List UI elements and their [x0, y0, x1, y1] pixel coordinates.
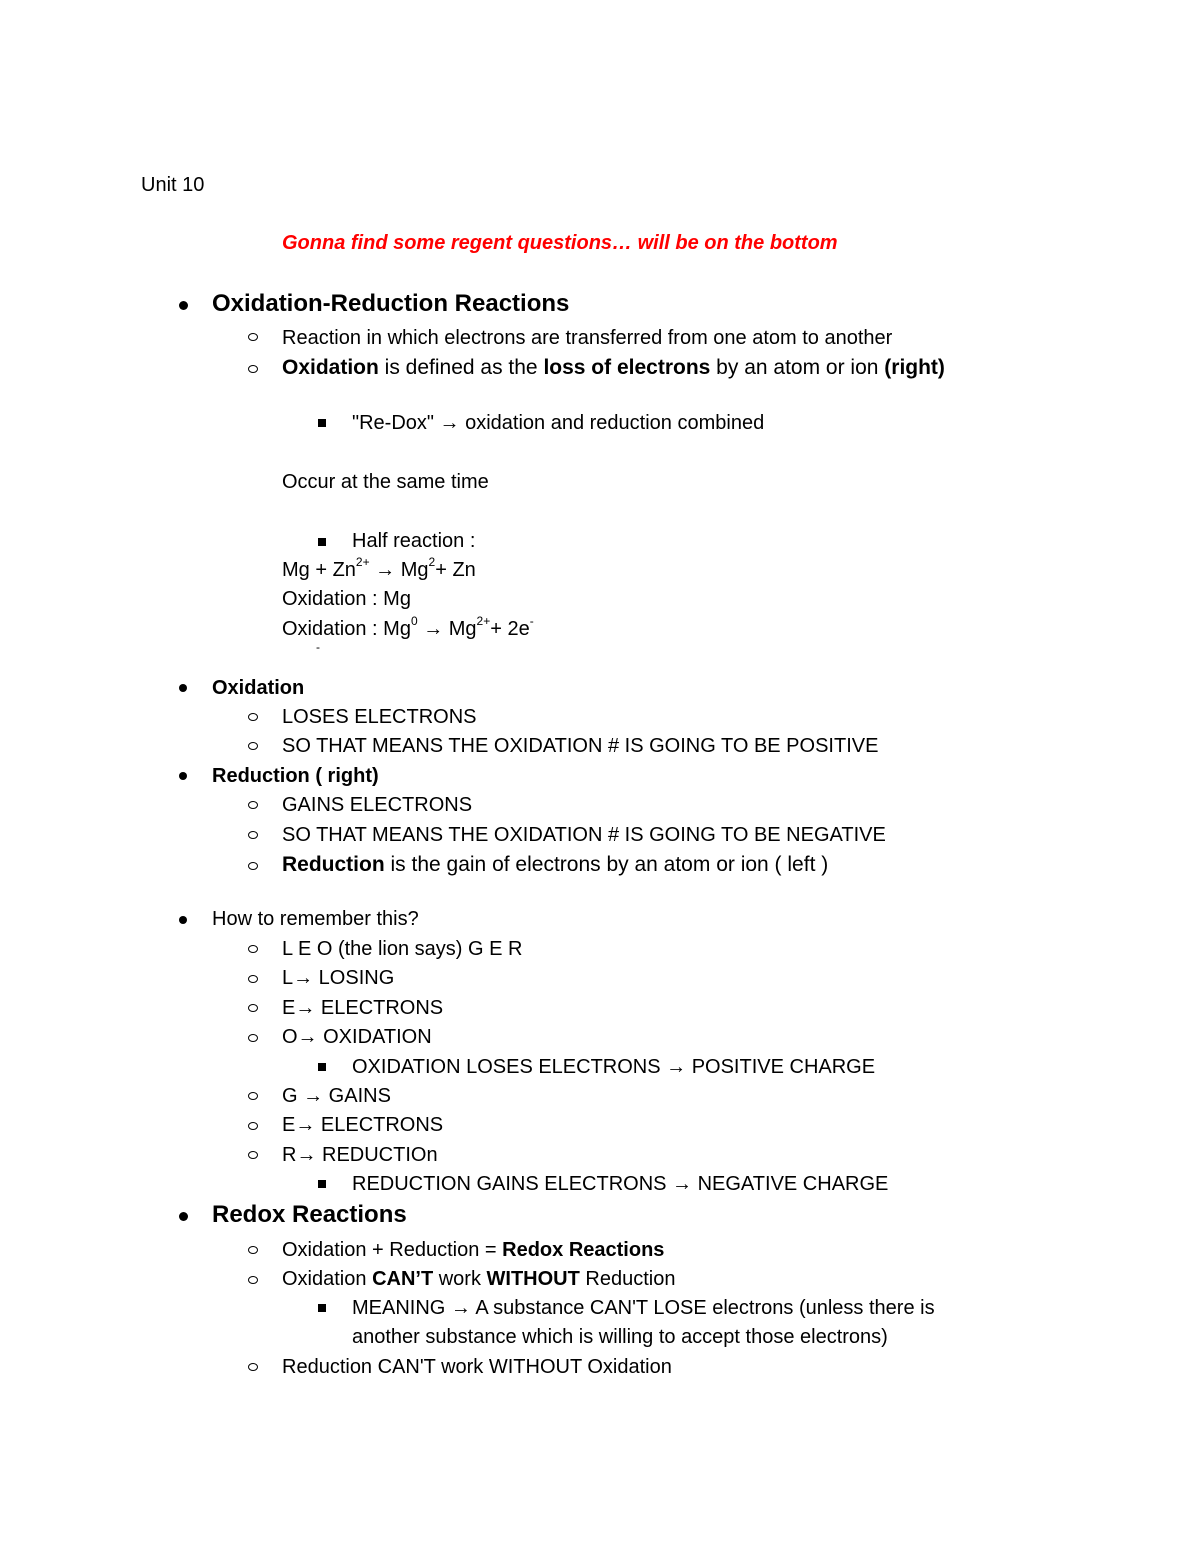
list-item: OXIDATION LOSES ELECTRONS → POSITIVE CHARGE [352, 1056, 876, 1078]
bullet-circle [248, 1092, 258, 1100]
section-heading-redox-reactions: Redox Reactions [212, 1201, 407, 1228]
bullet-square [318, 1304, 326, 1312]
bullet-disc [179, 772, 187, 780]
list-item: "Re-Dox" → oxidation and reduction combined [352, 412, 765, 434]
text: is the gain of electrons by an atom or ion ( left ) [384, 853, 829, 876]
list-item: G → GAINS [282, 1085, 391, 1107]
list-item-continuation: another substance which is willing to accept those electrons) [352, 1326, 888, 1348]
list-item: O→ OXIDATION [282, 1026, 432, 1048]
text: Mg + Zn [282, 559, 356, 581]
unit-title: Unit 10 [141, 174, 205, 196]
text: → Mg [417, 618, 477, 640]
equation-line [282, 555, 476, 582]
text: + 2e [490, 618, 530, 640]
list-item-reduction-definition [282, 853, 828, 877]
red-note: Gonna find some regent questions… will be on the bottom [282, 232, 838, 254]
list-item: MEANING → A substance CAN'T LOSE electrons (unless there is [352, 1297, 935, 1319]
section-heading-reduction: Reduction ( right) [212, 765, 379, 787]
stray-mark: - [316, 640, 320, 654]
list-item-oxidation-definition [282, 356, 945, 380]
list-item: L E O (the lion says) G E R [282, 938, 523, 960]
equation-line [282, 614, 534, 641]
bullet-circle [248, 333, 258, 341]
list-item: REDUCTION GAINS ELECTRONS → NEGATIVE CHARGE [352, 1173, 889, 1195]
list-item: Reduction CAN'T work WITHOUT Oxidation [282, 1356, 672, 1378]
text: work [433, 1268, 487, 1290]
bullet-circle [248, 862, 258, 870]
superscript: 2 [428, 555, 436, 570]
text: Oxidation [282, 1268, 373, 1290]
bullet-circle [248, 831, 258, 839]
bullet-circle [248, 975, 258, 983]
list-item: LOSES ELECTRONS [282, 706, 477, 728]
bullet-disc [179, 1212, 188, 1221]
text: → Mg [369, 559, 429, 581]
bullet-disc [179, 916, 187, 924]
bullet-circle [248, 1004, 258, 1012]
bold-text: Reduction [282, 853, 385, 876]
list-item: E→ ELECTRONS [282, 1114, 444, 1136]
bullet-circle [248, 1246, 258, 1254]
list-item: GAINS ELECTRONS [282, 794, 473, 816]
list-item: SO THAT MEANS THE OXIDATION # IS GOING TO BE POSITIVE [282, 735, 879, 757]
bullet-square [318, 1063, 326, 1071]
section-heading-how-to-remember: How to remember this? [212, 908, 419, 930]
bullet-circle [248, 945, 258, 953]
bullet-square [318, 538, 326, 546]
bold-text: loss of electrons [543, 356, 711, 379]
text: Oxidation : Mg [282, 618, 411, 640]
superscript: 2+ [355, 555, 370, 570]
bold-text: (right) [884, 356, 945, 379]
bullet-disc [179, 301, 188, 310]
paragraph: Oxidation : Mg [282, 588, 411, 610]
bullet-circle [248, 1363, 258, 1371]
bold-text: Oxidation [282, 356, 379, 379]
list-item: R→ REDUCTIOn [282, 1144, 438, 1166]
superscript: - [529, 614, 534, 629]
bold-text: Redox Reactions [502, 1239, 665, 1261]
bold-text: WITHOUT [486, 1268, 580, 1290]
bullet-circle [248, 801, 258, 809]
list-item: L→ LOSING [282, 967, 395, 989]
bullet-circle [248, 742, 258, 750]
superscript: 2+ [476, 614, 491, 629]
list-item: Half reaction : [352, 530, 476, 552]
text: + Zn [435, 559, 476, 581]
text: Reduction [579, 1268, 676, 1290]
section-heading-oxidation: Oxidation [212, 677, 305, 699]
superscript: 0 [410, 614, 418, 629]
bullet-circle [248, 1034, 258, 1042]
bullet-square [318, 419, 326, 427]
list-item: E→ ELECTRONS [282, 997, 444, 1019]
bullet-circle [248, 1151, 258, 1159]
text: Oxidation + Reduction = [282, 1239, 503, 1261]
section-heading-oxidation-reduction: Oxidation-Reduction Reactions [212, 290, 570, 317]
bullet-square [318, 1180, 326, 1188]
bullet-circle [248, 713, 258, 721]
bold-text: CAN’T [372, 1268, 434, 1290]
list-item: Reaction in which electrons are transferred from one atom to another [282, 327, 893, 349]
list-item [282, 1267, 675, 1291]
bullet-disc [179, 684, 187, 692]
list-item [282, 1238, 664, 1262]
bullet-circle [248, 1276, 258, 1284]
paragraph: Occur at the same time [282, 471, 489, 493]
text: is defined as the [378, 356, 544, 379]
bullet-circle [248, 1122, 258, 1130]
bullet-circle [248, 365, 258, 373]
list-item: SO THAT MEANS THE OXIDATION # IS GOING TO BE NEGATIVE [282, 824, 886, 846]
text: by an atom or ion [710, 356, 885, 379]
